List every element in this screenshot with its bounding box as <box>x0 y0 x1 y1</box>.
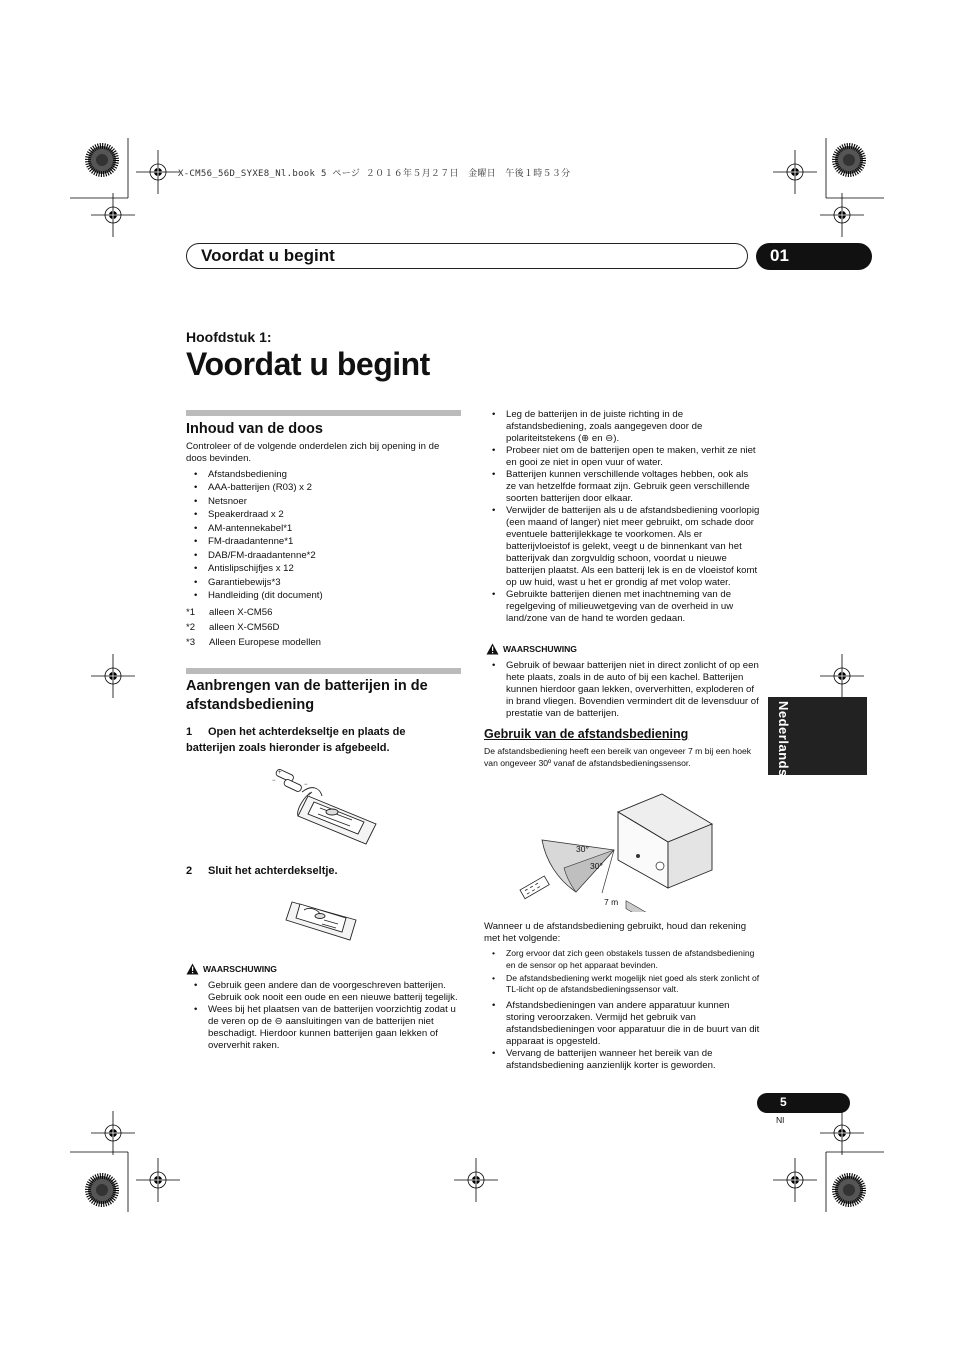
list-item: • DAB/FM-draadantenne*2 <box>186 550 462 562</box>
section-rule <box>186 410 461 416</box>
distance-label: 7 m <box>604 897 619 907</box>
step-2-number: 2 <box>186 865 193 877</box>
footnote-key: *2 <box>186 622 196 633</box>
footnote-text: alleen X-CM56 <box>209 607 273 618</box>
footnote-text: alleen X-CM56D <box>209 622 280 633</box>
list-item: • De afstandsbediening werkt mogelijk niet goed als sterk zonlicht of TL-licht op de afstandsbedieningssensor valt. <box>484 973 760 997</box>
warning-icon <box>486 643 499 655</box>
list-item: • Wees bij het plaatsen van de batterijen voorzichtig zodat u de veren op de ⊖ aansluitingen van de batterijen niet beschadigt. Hierdoor kunnen batterijen gaan lekken of oververhit raken. <box>186 1004 462 1052</box>
list-item: • FM-draadantenne*1 <box>186 536 462 548</box>
batteries-heading-line1: Aanbrengen van de batterijen in de <box>186 678 428 694</box>
svg-text:−: − <box>272 778 276 784</box>
angle-bottom-label: 30° <box>590 861 603 871</box>
list-item: • AM-antennekabel*1 <box>186 523 462 535</box>
list-item: • Leg de batterijen in de juiste richting in de afstandsbediening, zoals aangegeven door de polariteitstekens (⊕ en ⊖). <box>484 409 760 445</box>
warning-right-list-2 <box>484 660 760 720</box>
batteries-heading <box>186 677 428 715</box>
footnote-key: *3 <box>186 637 196 648</box>
battery-cover-illustration <box>284 888 362 944</box>
list-item: • Batterijen kunnen verschillende voltages hebben, ook als ze van hetzelfde formaat zijn. Gebruik geen verschillende soorten batterijen door elkaar. <box>484 469 760 505</box>
warning-right-list <box>484 409 760 625</box>
list-item: • Vervang de batterijen wanneer het bereik van de afstandsbediening aanzienlijk korter is geworden. <box>484 1048 760 1072</box>
svg-text:+: + <box>308 792 312 798</box>
list-item: • Afstandsbediening <box>186 469 462 481</box>
battery-insertion-illustration <box>268 766 380 846</box>
list-item: • Netsnoer <box>186 496 462 508</box>
remote-notes-small <box>484 948 760 997</box>
warning-right <box>486 643 577 655</box>
footnote <box>186 605 321 620</box>
list-item: • Verwijder de batterijen als u de afstandsbediening voorlopig (een maand of langer) niet meer gebruikt, om schade door eventuele batterijlekkage te voorkomen. Als er batterijvloeistof is gelekt, veegt u de binnenkant van het batterijvak dan zorgvuldig schoon, voordat u nieuwe batterijen plaatst. Als een batterij lek is en de vloeistof komt op uw huid, wast u het er grondig af met volop water. <box>484 505 760 589</box>
step-1-number: 1 <box>186 726 193 738</box>
running-header-title: Voordat u begint <box>201 246 335 265</box>
svg-text:−: − <box>304 782 308 788</box>
footnote-text: Alleen Europese modellen <box>209 637 322 648</box>
list-item: • AAA-batterijen (R03) x 2 <box>186 482 462 494</box>
angle-top-label: 30° <box>576 844 589 854</box>
warning-left-list <box>186 980 462 1052</box>
box-contents-intro: Controleer of de volgende onderdelen zich bij opening in de doos bevinden. <box>186 441 440 464</box>
box-contents-heading: Inhoud van de doos <box>186 421 323 437</box>
list-item: • Probeer niet om de batterijen open te maken, verhit ze niet en gooi ze niet in open vuur of water. <box>484 445 760 469</box>
chapter-number-badge <box>756 243 872 270</box>
chapter-number: 01 <box>770 246 789 265</box>
section-rule <box>186 668 461 674</box>
list-item: • Handleiding (dit document) <box>186 590 462 602</box>
step-1-text-line2: batterijen zoals hieronder is afgebeeld. <box>186 742 390 754</box>
footnote <box>186 635 321 650</box>
page-number-badge <box>757 1093 850 1113</box>
step-1 <box>186 724 405 756</box>
language-tab <box>768 697 867 775</box>
warning-left-label: WAARSCHUWING <box>203 964 277 974</box>
remote-use-intro: De afstandsbediening heeft een bereik van ongeveer 7 m bij een hoek van ongeveer 30º vanaf de afstandsbedieningssensor. <box>484 746 752 768</box>
svg-text:+: + <box>278 770 282 776</box>
list-item: • Gebruik geen andere dan de voorgeschreven batterijen. Gebruik ook nooit een oude en een nieuwe batterij tegelijk. <box>186 980 462 1004</box>
warning-right-label: WAARSCHUWING <box>503 644 577 654</box>
list-item: • Gebruikte batterijen dienen met inachtneming van de regelgeving of milieuwetgeving van de overheid in uw land/zone van de hand te worden gedaan. <box>484 589 760 625</box>
list-item: • Speakerdraad x 2 <box>186 509 462 521</box>
chapter-title: Voordat u begint <box>186 346 430 382</box>
page-number: 5 <box>780 1095 787 1109</box>
list-item: • Gebruik of bewaar batterijen niet in direct zonlicht of op een hete plaats, zoals in de auto of bij een kachel. Batterijen kunnen hierdoor gaan lekken, oververhitten, exploderen of in brand vliegen. Bovendien vermindert dit de levensduur of prestatie van de batterijen. <box>484 660 760 720</box>
remote-range-diagram <box>514 790 718 912</box>
step-2 <box>186 863 338 879</box>
language-tab-label: Nederlands <box>776 701 791 777</box>
warning-icon <box>186 963 199 975</box>
step-1-text-line1: Open het achterdekseltje en plaats de <box>208 726 406 738</box>
box-contents-list <box>186 469 462 603</box>
remote-use-heading: Gebruik van de afstandsbediening <box>484 727 689 741</box>
page-language: Nl <box>776 1115 785 1125</box>
list-item: • Garantiebewijs*3 <box>186 577 462 589</box>
footnotes <box>186 605 321 650</box>
warning-left <box>186 963 277 975</box>
list-item: • Antislipschijfjes x 12 <box>186 563 462 575</box>
print-header: X-CM56_56D_SYXE8_Nl.book 5 ページ ２０１６年５月２７日 金曜日 午後１時５３分 <box>178 169 571 179</box>
chapter-kicker: Hoofdstuk 1: <box>186 329 272 345</box>
footnote-key: *1 <box>186 607 196 618</box>
remote-notes <box>484 1000 760 1072</box>
running-header <box>186 243 748 269</box>
footnote <box>186 620 321 635</box>
list-item: • Afstandsbedieningen van andere apparatuur kunnen storing veroorzaken. Vermijd het gebruik van afstandsbedieningen voor apparatuur die in de buurt van dit apparaat is opgesteld. <box>484 1000 760 1048</box>
step-2-text: Sluit het achterdekseltje. <box>208 865 338 877</box>
list-item: • Zorg ervoor dat zich geen obstakels tussen de afstandsbediening en de sensor op het apparaat bevinden. <box>484 948 760 972</box>
remote-note-intro: Wanneer u de afstandsbediening gebruikt, houd dan rekening met het volgende: <box>484 921 747 944</box>
batteries-heading-line2: afstandsbediening <box>186 697 315 713</box>
